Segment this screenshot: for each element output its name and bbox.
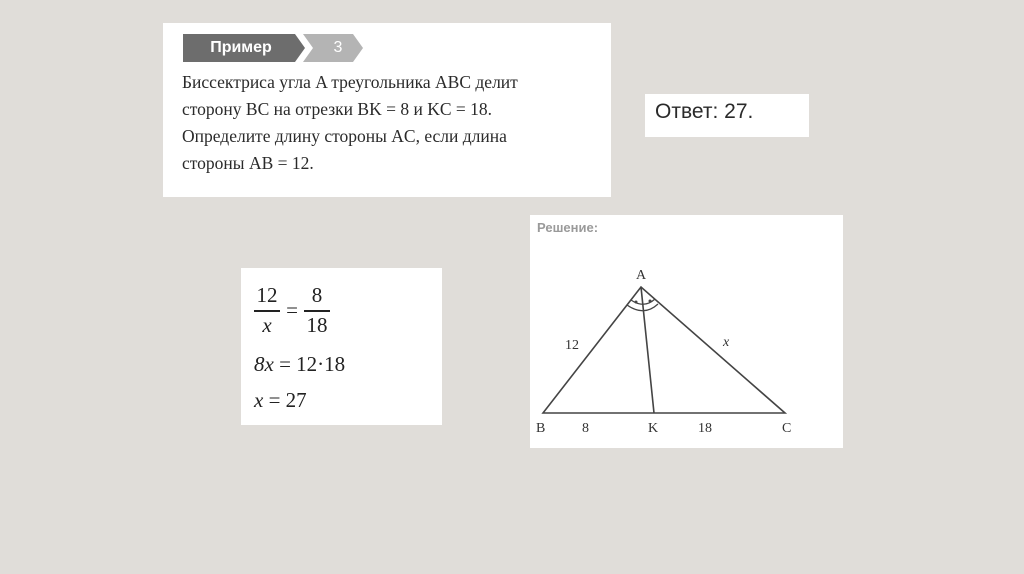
fraction-bar — [304, 310, 330, 312]
angle-mark-dot — [649, 300, 652, 303]
problem-line: Определите длину стороны AC, если длина — [182, 126, 507, 146]
problem-line — [182, 96, 602, 123]
segment-label-bk: 8 — [582, 421, 589, 436]
bisector-ak — [641, 287, 654, 413]
segment-bk: BK = 8 — [357, 99, 410, 119]
equations-card — [241, 268, 442, 425]
segment-kc: KC = 18 — [427, 99, 488, 119]
fraction-left-denominator: x — [262, 313, 272, 337]
problem-text-fragment: и — [409, 99, 428, 119]
answer-text: Ответ: 27. — [655, 100, 754, 123]
fraction-bar — [254, 310, 280, 312]
equation-rest: = 12·18 — [273, 352, 346, 376]
problem-text-fragment: . — [309, 153, 314, 173]
example-badge — [183, 34, 363, 62]
equation-rest: = 27 — [263, 388, 307, 412]
badge-number: 3 — [333, 39, 343, 56]
problem-text-fragment: . — [487, 99, 493, 119]
triangle-diagram — [530, 215, 843, 448]
side-label-ac: x — [723, 335, 730, 350]
problem-card — [163, 23, 611, 197]
equation-line-3 — [254, 388, 307, 413]
fraction-right-denominator: 18 — [306, 313, 328, 337]
problem-text-fragment: сторону BC на отрезки — [182, 99, 358, 119]
fraction-left-numerator: 12 — [256, 283, 278, 307]
problem-text-fragment: стороны — [182, 153, 249, 173]
equation-line-2 — [254, 352, 345, 377]
solution-card — [530, 215, 843, 448]
solution-title: Решение: — [537, 220, 599, 235]
equation-var: x — [254, 388, 264, 412]
problem-line: Биссектриса угла A треугольника ABC делит — [182, 72, 518, 92]
fraction-right-numerator: 8 — [311, 283, 323, 307]
segment-label-kc: 18 — [698, 421, 712, 436]
answer-card — [645, 94, 809, 137]
triangle-abc — [543, 287, 785, 413]
vertex-label-b: B — [536, 421, 546, 436]
segment-ab: AB = 12 — [248, 153, 310, 173]
problem-line — [182, 150, 602, 177]
side-label-ab: 12 — [565, 338, 579, 353]
vertex-label-c: C — [782, 421, 792, 436]
point-label-k: K — [648, 421, 659, 436]
badge-label: Пример — [210, 39, 272, 56]
vertex-label-a: A — [636, 268, 647, 283]
angle-mark-dot — [635, 301, 638, 304]
equals-sign: = — [286, 298, 298, 322]
equation-var: 8x — [254, 352, 274, 376]
problem-text — [182, 69, 602, 177]
